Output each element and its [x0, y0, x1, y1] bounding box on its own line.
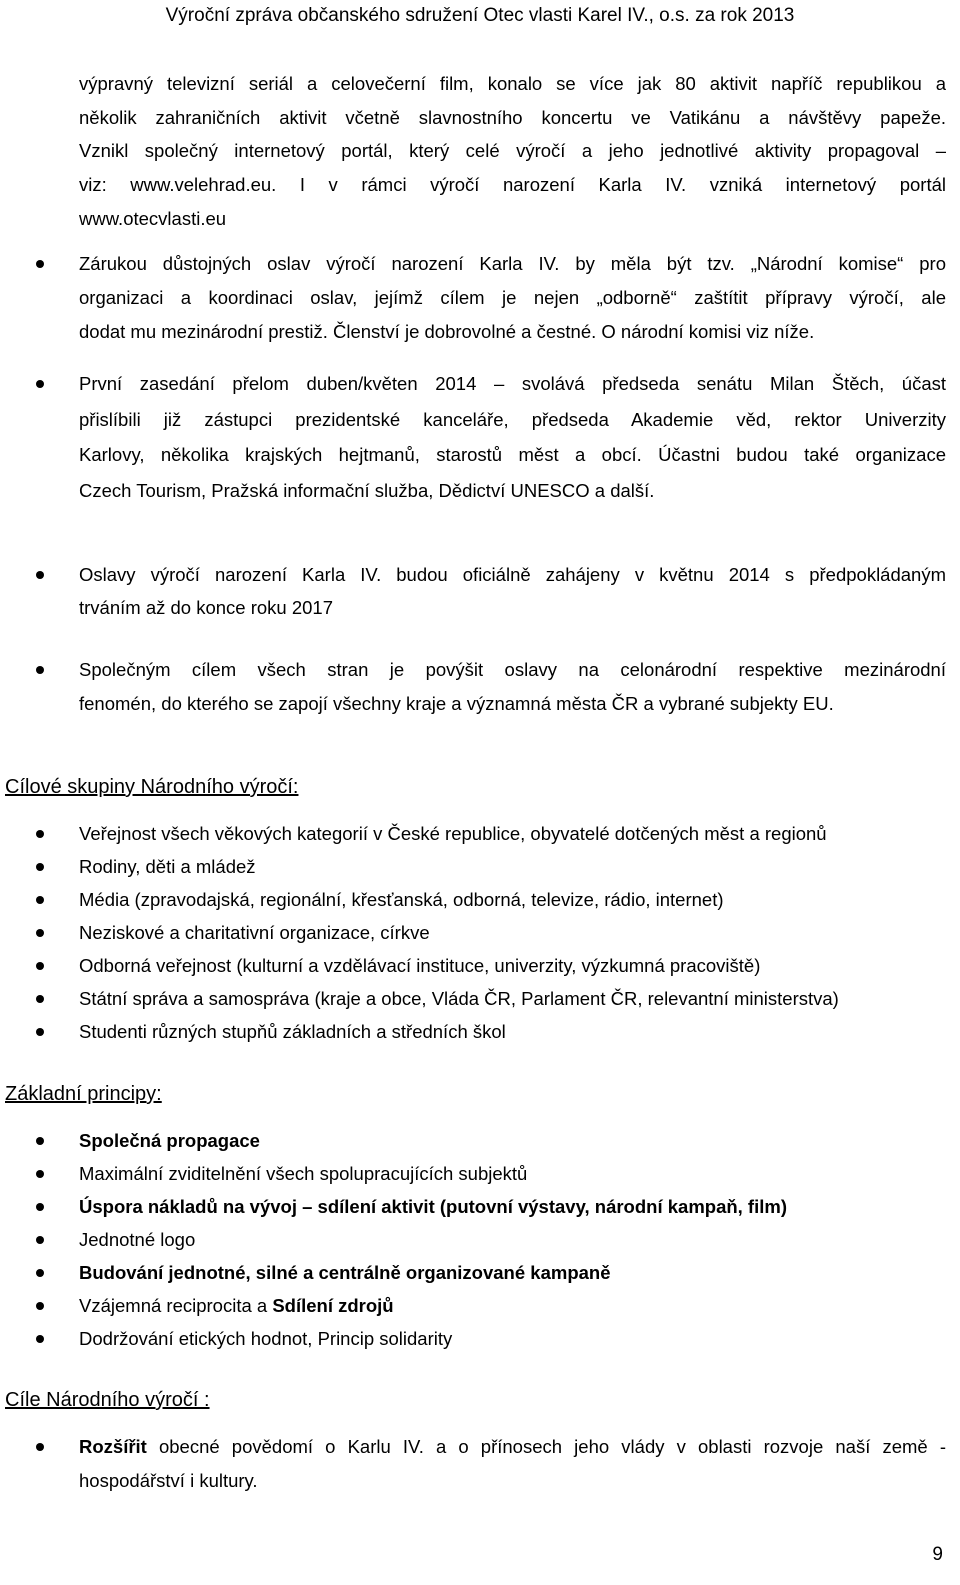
- bullet-dot: [36, 1170, 44, 1178]
- bullet-text-line: Czech Tourism, Pražská informační služba, Dědictví UNESCO a další.: [79, 480, 655, 501]
- bullet-dot: [36, 1443, 44, 1451]
- bullet-text-line: První zasedání přelom duben/květen 2014 – svolává předseda senátu Milan Štěch, účast: [79, 373, 946, 394]
- section-heading-goals: Cíle Národního výročí :: [5, 1389, 210, 1411]
- bullet-dot: [36, 1236, 44, 1244]
- bullet-dot: [36, 863, 44, 871]
- section-heading-principles: Základní principy:: [5, 1083, 162, 1105]
- intro-line: Vznikl společný internetový portál, který celé výročí a jeho jednotlivé aktivity propagoval –: [79, 140, 946, 161]
- list-item: Maximální zviditelnění všech spolupracujících subjektů: [79, 1163, 528, 1184]
- bullet-dot: [36, 1335, 44, 1343]
- bullet-dot: [36, 1028, 44, 1036]
- bullet-dot: [36, 1203, 44, 1211]
- list-item: [79, 1292, 946, 1320]
- list-item: Státní správa a samospráva (kraje a obce, Vláda ČR, Parlament ČR, relevantní ministerstva): [79, 988, 839, 1009]
- bullet-dot: [36, 929, 44, 937]
- bullet-text-line: Oslavy výročí narození Karla IV. budou oficiálně zahájeny v květnu 2014 s předpokládaným: [79, 564, 946, 585]
- list-item: Neziskové a charitativní organizace, církve: [79, 922, 430, 943]
- list-item: Veřejnost všech věkových kategorií v České republice, obyvatelé dotčených měst a regionů: [79, 823, 827, 844]
- bullet-dot: [36, 962, 44, 970]
- bullet-dot: [36, 1137, 44, 1145]
- intro-line: několik zahraničních aktivit včetně slavnostního koncertu ve Vatikánu a návštěvy papeže.: [79, 107, 946, 128]
- list-item-bold: Rozšířit: [79, 1436, 147, 1457]
- list-item-bold: Společná propagace: [79, 1130, 260, 1151]
- bullet-text-line: dodat mu mezinárodní prestiž. Členství je dobrovolné a čestné. O národní komisi viz níže.: [79, 321, 815, 342]
- list-item: [79, 1433, 946, 1461]
- list-item-text: Vzájemná reciprocita a: [79, 1295, 273, 1316]
- bullet-dot: [36, 260, 44, 268]
- page-number: 9: [932, 1544, 943, 1565]
- bullet-dot: [36, 666, 44, 674]
- list-item-text: obecné povědomí o Karlu IV. a o přínosech jeho vlády v oblasti rozvoje naší země -: [146, 1436, 946, 1457]
- list-item: [79, 1193, 946, 1221]
- page-header: Výroční zpráva občanského sdružení Otec vlasti Karel IV., o.s. za rok 2013: [165, 5, 795, 26]
- bullet-text-line: Zárukou důstojných oslav výročí narození Karla IV. by měla být tzv. „Národní komise“ pro: [79, 253, 946, 274]
- list-item: Odborná veřejnost (kulturní a vzdělávací instituce, univerzity, výzkumná pracoviště): [79, 955, 761, 976]
- list-item: Jednotné logo: [79, 1229, 196, 1250]
- list-item-bold: Sdílení zdrojů: [272, 1295, 394, 1316]
- bullet-text-line: fenomén, do kterého se zapojí všechny kraje a významná města ČR a vybrané subjekty EU.: [79, 693, 834, 714]
- bullet-text-line: přislíbili již zástupci prezidentské kanceláře, předseda Akademie věd, rektor Univerzity: [79, 409, 946, 430]
- bullet-dot: [36, 571, 44, 579]
- list-item: Média (zpravodajská, regionální, křesťanská, odborná, televize, rádio, internet): [79, 889, 724, 910]
- bullet-dot: [36, 830, 44, 838]
- list-item: Studenti různých stupňů základních a středních škol: [79, 1021, 506, 1042]
- list-item: [79, 1259, 946, 1287]
- list-item: [79, 1127, 946, 1155]
- bullet-text-line: trváním až do konce roku 2017: [79, 597, 334, 618]
- bullet-text-line: Společným cílem všech stran je povýšit oslavy na celonárodní respektive mezinárodní: [79, 659, 946, 680]
- list-item-continuation: hospodářství i kultury.: [79, 1470, 258, 1491]
- list-item: Rodiny, děti a mládež: [79, 856, 256, 877]
- bullet-dot: [36, 380, 44, 388]
- bullet-dot: [36, 1302, 44, 1310]
- bullet-text-line: Karlovy, několika krajských hejtmanů, starostů měst a obcí. Účastni budou také organizace: [79, 444, 946, 465]
- list-item-bold: Úspora nákladů na vývoj – sdílení aktivit (putovní výstavy, národní kampaň, film): [79, 1196, 787, 1217]
- bullet-dot: [36, 1269, 44, 1277]
- bullet-dot: [36, 995, 44, 1003]
- list-item-bold: Budování jednotné, silné a centrálně organizované kampaně: [79, 1262, 611, 1283]
- bullet-text-line: organizaci a koordinaci oslav, jejímž cílem je nejen „odborně“ zaštítit přípravy výročí, ale: [79, 287, 946, 308]
- intro-line: www.otecvlasti.eu: [79, 208, 227, 229]
- intro-line: viz: www.velehrad.eu. I v rámci výročí narození Karla IV. vzniká internetový portál: [79, 174, 946, 195]
- bullet-dot: [36, 896, 44, 904]
- intro-line: výpravný televizní seriál a celovečerní film, konalo se více jak 80 aktivit napříč republikou a: [79, 73, 946, 94]
- list-item: Dodržování etických hodnot, Princip solidarity: [79, 1328, 453, 1349]
- section-heading-target-groups: Cílové skupiny Národního výročí:: [5, 776, 299, 798]
